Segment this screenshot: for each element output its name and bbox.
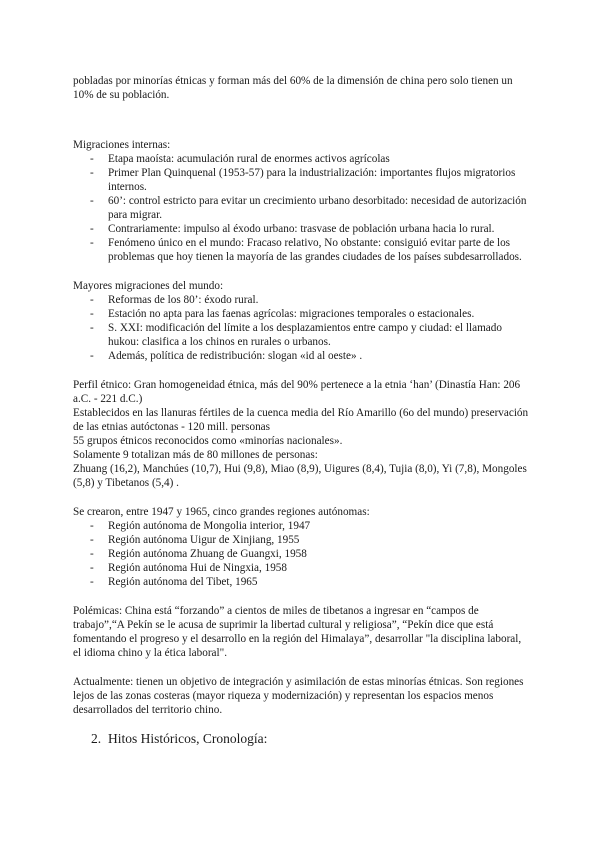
list-item: - Región autónoma Hui de Ningxia, 1958 — [73, 561, 529, 575]
list-item: - 60’: control estricto para evitar un crecimiento urbano desorbitado: necesidad de autorización para migrar. — [73, 194, 529, 222]
mayores-migraciones-list — [73, 293, 529, 363]
migraciones-internas-title: Migraciones internas: — [73, 139, 171, 151]
list-item: - S. XXI: modificación del límite a los desplazamientos entre campo y ciudad: el llamado hukou: clasifica a los chinos en rurales o urbanos. — [73, 321, 529, 349]
regiones-title: Se crearon, entre 1947 y 1965, cinco grandes regiones autónomas: — [73, 506, 370, 518]
list-item: - Etapa maoísta: acumulación rural de enormes activos agrícolas — [73, 152, 529, 166]
perfil-line: Establecidos en las llanuras fértiles de la cuenca media del Río Amarillo (6o del mundo) preservación de las etnias autóctonas - 120 mill. personas — [73, 407, 529, 433]
mayores-migraciones-title: Mayores migraciones del mundo: — [73, 280, 224, 292]
list-item: - Región autónoma del Tibet, 1965 — [73, 575, 529, 589]
perfil-line: Zhuang (16,2), Manchúes (10,7), Hui (9,8), Miao (8,9), Uigures (8,4), Tujia (8,0), Yi (7,8), Mongoles (5,8) y Tibetanos (5,4) . — [73, 463, 527, 489]
regiones-list — [73, 519, 529, 589]
polemicas-paragraph: Polémicas: China está “forzando” a cientos de miles de tibetanos a ingresar en “campos de trabajo”,“A Pekín se le acusa de suprimir la libertad cultural y religiosa”, “Pekín dice que está fomentando el progreso y el desarrollo en la región del Himalaya”, desarrollar "la disciplina laboral, el idioma chino y la ética laboral". — [73, 605, 522, 659]
list-item: - Región autónoma Uigur de Xinjiang, 1955 — [73, 533, 529, 547]
perfil-etnico-block — [73, 378, 529, 490]
actualmente-paragraph: Actualmente: tienen un objetivo de integración y asimilación de estas minorías étnicas. Son regiones lejos de las zonas costeras (mayor riqueza y modernización) y representan los espacios menos desarrollados del territorio chino. — [73, 676, 524, 716]
perfil-line: Solamente 9 totalizan más de 80 millones de personas: — [73, 449, 318, 461]
list-item: - Primer Plan Quinquenal (1953-57) para la industrialización: importantes flujos migratorios internos. — [73, 166, 529, 194]
perfil-line: 55 grupos étnicos reconocidos como «minorías nacionales». — [73, 435, 343, 447]
section-title: Hitos Históricos, Cronología: — [108, 731, 268, 746]
perfil-line: Perfil étnico: Gran homogeneidad étnica, más del 90% pertenece a la etnia ‘han’ (Dinastía Han: 206 a.C. - 221 d.C.) — [73, 379, 521, 405]
list-item: - Contrariamente: impulso al éxodo urbano: trasvase de población urbana hacia lo rural. — [73, 222, 529, 236]
section-heading — [73, 730, 529, 747]
document-body — [73, 74, 529, 747]
list-item: - Región autónoma de Mongolia interior, 1947 — [73, 519, 529, 533]
migraciones-internas-list — [73, 152, 529, 264]
section-number: 2. — [91, 731, 102, 746]
list-item: - Región autónoma Zhuang de Guangxi, 1958 — [73, 547, 529, 561]
intro-paragraph: pobladas por minorías étnicas y forman más del 60% de la dimensión de china pero solo tienen un 10% de su población. — [73, 75, 513, 101]
list-item: - Además, política de redistribución: slogan «id al oeste» . — [73, 349, 529, 363]
list-item: - Reformas de los 80’: éxodo rural. — [73, 293, 529, 307]
list-item: - Estación no apta para las faenas agrícolas: migraciones temporales o estacionales. — [73, 307, 529, 321]
list-item: - Fenómeno único en el mundo: Fracaso relativo, No obstante: consiguió evitar parte de los problemas que hoy tienen la mayoría de las grandes ciudades de los países subdesarrollados. — [73, 236, 529, 264]
